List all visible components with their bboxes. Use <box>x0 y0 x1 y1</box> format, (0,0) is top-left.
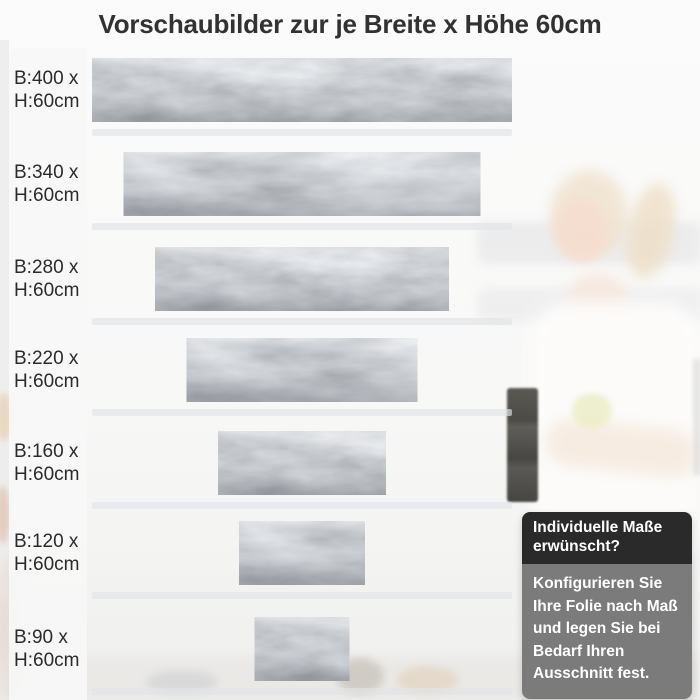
bar-shade-overlay <box>124 152 481 216</box>
preview-bar-220x60 <box>187 338 418 402</box>
width-label: B:340 x <box>14 162 79 183</box>
height-label: H:60cm <box>14 554 80 575</box>
background-counter-line <box>92 502 512 509</box>
width-label: B:220 x <box>14 348 79 369</box>
bar-shade-overlay <box>92 58 512 122</box>
background-counter-line <box>92 223 512 230</box>
bar-shade-overlay <box>255 617 350 681</box>
preview-bar-280x60 <box>155 247 449 311</box>
height-label: H:60cm <box>14 91 80 112</box>
preview-bar-90x60 <box>255 617 350 681</box>
info-box-heading: Individuelle Maße erwünscht? <box>522 512 692 564</box>
bar-shade-overlay <box>187 338 418 402</box>
custom-size-info-box <box>522 512 692 699</box>
size-label <box>14 626 79 672</box>
background-counter-line <box>92 688 512 695</box>
bar-shade-overlay <box>239 521 365 585</box>
bar-shade-overlay <box>155 247 449 311</box>
width-label: B:400 x <box>14 68 79 89</box>
preview-bar-340x60 <box>124 152 481 216</box>
size-label <box>14 347 79 393</box>
size-label <box>14 161 79 207</box>
height-label: H:60cm <box>14 464 80 485</box>
preview-row-220 <box>0 338 700 402</box>
bar-shade-overlay <box>218 431 386 495</box>
page-title: Vorschaubilder zur je Breite x Höhe 60cm <box>98 9 602 39</box>
preview-row-160 <box>0 431 700 495</box>
width-label: B:160 x <box>14 441 79 462</box>
preview-row-340 <box>0 152 700 216</box>
background-counter-line <box>92 129 512 136</box>
size-label <box>14 440 79 486</box>
background-counter-line <box>92 318 512 325</box>
width-label: B:120 x <box>14 531 79 552</box>
size-label <box>14 67 79 113</box>
height-label: H:60cm <box>14 185 80 206</box>
preview-row-400 <box>0 58 700 122</box>
height-label: H:60cm <box>14 371 80 392</box>
background-counter-line <box>92 592 512 599</box>
info-box-body: Konfigurieren Sie Ihre Folie nach Maß und legen Sie bei Bedarf Ihren Ausschnitt fest. <box>522 564 692 698</box>
preview-row-280 <box>0 247 700 311</box>
preview-bar-400x60 <box>92 58 512 122</box>
width-label: B:90 x <box>14 627 68 648</box>
height-label: H:60cm <box>14 280 80 301</box>
size-label <box>14 256 79 302</box>
size-label <box>14 530 79 576</box>
width-label: B:280 x <box>14 257 79 278</box>
preview-bar-120x60 <box>239 521 365 585</box>
background-counter-line <box>92 409 512 416</box>
preview-bar-160x60 <box>218 431 386 495</box>
height-label: H:60cm <box>14 650 80 671</box>
